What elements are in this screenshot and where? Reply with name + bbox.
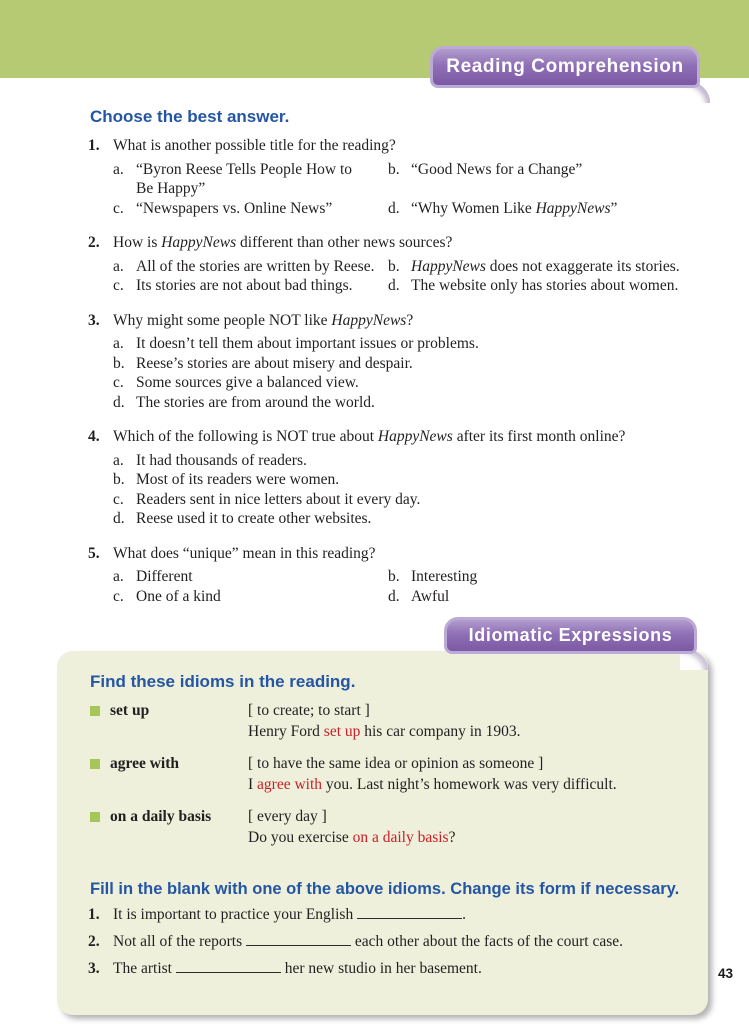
option-letter: b. [388, 160, 400, 178]
option-list [113, 160, 714, 219]
idiom-term: set up [110, 702, 150, 719]
question [88, 233, 714, 296]
option-list [113, 567, 714, 606]
option-text: All of the stories are written by Reese. [136, 257, 375, 275]
answer-option [113, 451, 714, 471]
bullet-square-icon [90, 706, 100, 716]
option-text: Most of its readers were women. [136, 471, 340, 488]
option-letter: a. [113, 257, 124, 275]
fill-blank-list [88, 905, 708, 986]
answer-option [113, 490, 714, 510]
fill-item-number: 3. [88, 960, 100, 977]
option-text: Readers sent in nice letters about it every day. [136, 490, 421, 508]
option-letter: d. [388, 277, 400, 294]
option-text: It had thousands of readers. [136, 451, 307, 469]
answer-blank [176, 959, 281, 973]
option-text: Reese’s stories are about misery and despair. [136, 354, 413, 372]
fill-blank-item [88, 932, 708, 952]
answer-blank [246, 932, 351, 946]
fill-blank-item [88, 959, 708, 979]
answer-option [113, 587, 388, 607]
idiom-entry [90, 753, 690, 795]
option-text: “Byron Reese Tells People How to Be Happy” [136, 160, 353, 197]
option-text: Awful [411, 587, 450, 605]
fill-blank-heading: Fill in the blank with one of the above idioms. Change its form if necessary. [90, 880, 680, 898]
option-text: “Good News for a Change” [411, 160, 583, 178]
reading-comprehension-banner-label: Reading Comprehension [446, 56, 684, 77]
fill-item-number: 2. [88, 933, 100, 950]
answer-option [388, 587, 714, 607]
bullet-square-icon [90, 759, 100, 769]
idiom-example: Henry Ford set up his car company in 1903. [248, 723, 521, 740]
choose-answer-heading: Choose the best answer. [90, 107, 290, 126]
idiom-list [90, 700, 690, 859]
option-letter: a. [113, 568, 124, 585]
option-text: HappyNews does not exaggerate its stories. [411, 257, 680, 275]
answer-option [388, 257, 714, 277]
option-text: The stories are from around the world. [136, 393, 375, 411]
fill-item-number: 1. [88, 906, 100, 923]
answer-option [113, 393, 714, 413]
idiom-definition: [ to have the same idea or opinion as someone ] [248, 755, 544, 772]
option-text: Its stories are not about bad things. [136, 277, 353, 294]
option-letter: a. [113, 451, 124, 469]
answer-option [113, 257, 388, 277]
answer-option [113, 373, 714, 393]
question-number: 3. [88, 311, 100, 329]
answer-option [388, 160, 714, 199]
option-text: It doesn’t tell them about important issues or problems. [136, 335, 479, 352]
question-number: 5. [88, 544, 100, 562]
option-list [113, 257, 714, 296]
option-list [113, 334, 714, 412]
fill-item-text: The artist her new studio in her basement. [113, 960, 482, 977]
option-text: Reese used it to create other websites. [136, 510, 372, 527]
option-letter: c. [113, 374, 124, 391]
option-letter: a. [113, 160, 124, 178]
option-letter: d. [388, 199, 400, 217]
option-list [113, 451, 714, 529]
idiom-example: I agree with you. Last night’s homework was very difficult. [248, 776, 617, 793]
question-number: 4. [88, 428, 100, 445]
find-idioms-heading: Find these idioms in the reading. [90, 672, 356, 691]
question-text: Which of the following is NOT true about HappyNews after its first month online? [113, 428, 626, 445]
idiom-definition: [ every day ] [248, 808, 327, 825]
answer-option [388, 276, 714, 296]
option-letter: d. [388, 587, 400, 605]
answer-option [113, 160, 388, 199]
answer-option [113, 276, 388, 296]
idiom-example: Do you exercise on a daily basis? [248, 829, 456, 846]
answer-option [113, 470, 714, 490]
question-text: How is HappyNews different than other news sources? [113, 234, 453, 251]
idiomatic-expressions-banner [444, 617, 697, 654]
answer-option [388, 567, 714, 587]
option-letter: b. [113, 471, 125, 488]
answer-option [113, 334, 714, 354]
option-letter: b. [113, 354, 125, 372]
answer-option [113, 509, 714, 529]
idiom-term: agree with [110, 755, 180, 772]
question-text: Why might some people NOT like HappyNews? [113, 311, 414, 329]
question [88, 311, 714, 413]
option-text: The website only has stories about women. [411, 277, 679, 294]
fill-blank-item [88, 905, 708, 925]
question [88, 136, 714, 218]
question-number: 1. [88, 137, 100, 154]
idiom-entry [90, 806, 690, 848]
option-text: Interesting [411, 568, 478, 585]
option-letter: c. [113, 490, 124, 508]
option-letter: b. [388, 568, 400, 585]
option-text: “Why Women Like HappyNews” [411, 199, 618, 217]
reading-comprehension-banner [430, 46, 700, 88]
option-letter: a. [113, 335, 124, 352]
option-text: Different [136, 568, 193, 585]
option-letter: c. [113, 587, 124, 605]
answer-option [113, 354, 714, 374]
idiomatic-expressions-banner-label: Idiomatic Expressions [468, 625, 673, 645]
bullet-square-icon [90, 812, 100, 822]
option-text: Some sources give a balanced view. [136, 374, 359, 391]
answer-option [113, 199, 388, 219]
option-letter: b. [388, 257, 400, 275]
answer-option [388, 199, 714, 219]
answer-option [113, 567, 388, 587]
answer-blank [357, 905, 462, 919]
option-letter: c. [113, 277, 124, 294]
option-letter: d. [113, 510, 125, 527]
question [88, 427, 714, 529]
option-text: “Newspapers vs. Online News” [136, 199, 333, 217]
question-list [88, 136, 714, 621]
question-text: What is another possible title for the reading? [113, 137, 396, 154]
fill-item-text: Not all of the reports each other about the facts of the court case. [113, 933, 623, 950]
question-number: 2. [88, 234, 100, 251]
fill-item-text: It is important to practice your English . [113, 906, 466, 923]
question-text: What does “unique” mean in this reading? [113, 544, 376, 562]
idiom-definition: [ to create; to start ] [248, 702, 370, 719]
idiom-term: on a daily basis [110, 808, 212, 825]
question [88, 544, 714, 607]
option-text: One of a kind [136, 587, 221, 605]
option-letter: d. [113, 393, 125, 411]
idiom-entry [90, 700, 690, 742]
page-number: 43 [718, 966, 734, 981]
option-letter: c. [113, 199, 124, 217]
